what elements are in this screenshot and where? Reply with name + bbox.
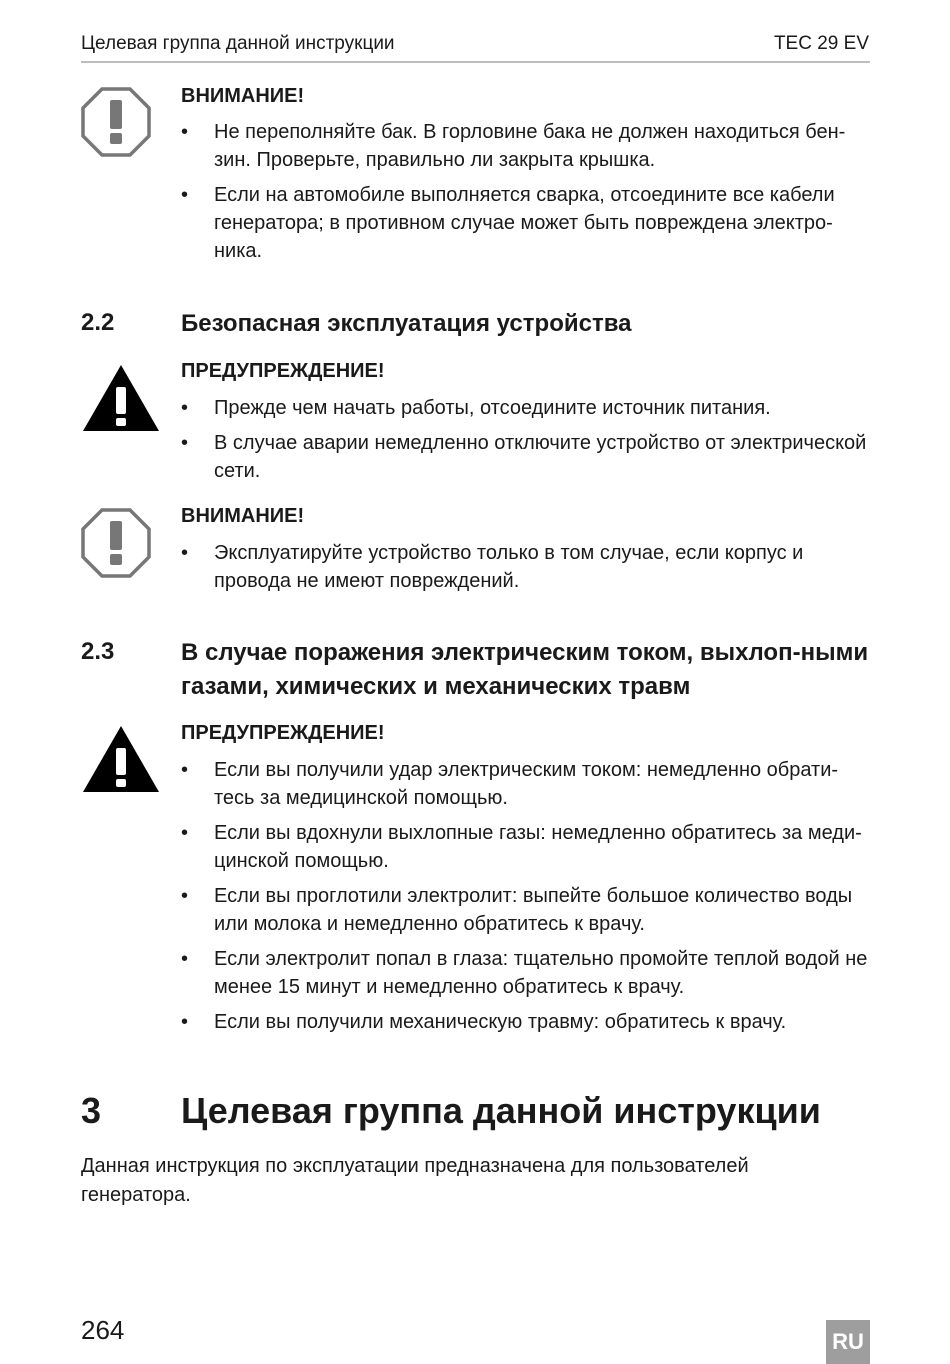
list-item: • Если вы получили механическую травму: обратитесь к врачу. bbox=[181, 1008, 871, 1036]
language-badge: RU bbox=[826, 1320, 870, 1364]
list-item: • Не переполняйте бак. В горловине бака не должен находиться бен-зин. Проверьте, правильно ли закрыта крышка. bbox=[181, 118, 871, 174]
chapter-number: 3 bbox=[81, 1090, 102, 1131]
list-item: • В случае аварии немедленно отключите устройство от электрической сети. bbox=[181, 429, 871, 485]
running-header-title: Целевая группа данной инструкции bbox=[81, 33, 395, 54]
warning-triangle-icon bbox=[81, 363, 161, 433]
section-title: Безопасная эксплуатация устройства bbox=[181, 310, 632, 337]
notice-octagon-icon bbox=[81, 508, 151, 578]
warning-label: ПРЕДУПРЕЖДЕНИЕ! bbox=[181, 360, 385, 382]
section-title: В случае поражения электрическим током, выхлоп-ными газами, химических и механических травм bbox=[181, 639, 869, 700]
section-number: 2.2 bbox=[81, 309, 115, 336]
warning-triangle-icon bbox=[81, 724, 161, 794]
warning-list bbox=[181, 756, 871, 1043]
notice-octagon-icon bbox=[81, 87, 151, 157]
section-number: 2.3 bbox=[81, 638, 115, 665]
notice-list bbox=[181, 539, 871, 602]
notice-list bbox=[181, 118, 871, 272]
list-item: • Если электролит попал в глаза: тщательно промойте теплой водой не менее 15 минут и немедленно обратитесь к врачу. bbox=[181, 945, 871, 1001]
list-item: • Если вы проглотили электролит: выпейте большое количество воды или молока и немедленно обратитесь к врачу. bbox=[181, 882, 871, 938]
list-item: • Если на автомобиле выполняется сварка, отсоедините все кабели генератора; в противном случае может быть повреждена электро-ника. bbox=[181, 181, 871, 265]
header-divider bbox=[81, 61, 870, 63]
notice-label: ВНИМАНИЕ! bbox=[181, 85, 305, 107]
list-item: • Прежде чем начать работы, отсоедините источник питания. bbox=[181, 394, 871, 422]
chapter-title: Целевая группа данной инструкции bbox=[181, 1090, 821, 1131]
running-header-model: TEC 29 EV bbox=[773, 33, 869, 54]
warning-label: ПРЕДУПРЕЖДЕНИЕ! bbox=[181, 722, 385, 744]
list-item: • Если вы получили удар электрическим током: немедленно обрати-тесь за медицинской помощью. bbox=[181, 756, 871, 812]
notice-label: ВНИМАНИЕ! bbox=[181, 505, 305, 527]
page-number: 264 bbox=[81, 1315, 125, 1345]
list-item: • Эксплуатируйте устройство только в том случае, если корпус и провода не имеют повреждений. bbox=[181, 539, 871, 595]
warning-list bbox=[181, 394, 871, 492]
chapter-body-text: Данная инструкция по эксплуатации предназначена для пользователей генератора. bbox=[81, 1155, 749, 1206]
list-item: • Если вы вдохнули выхлопные газы: немедленно обратитесь за меди-цинской помощью. bbox=[181, 819, 871, 875]
